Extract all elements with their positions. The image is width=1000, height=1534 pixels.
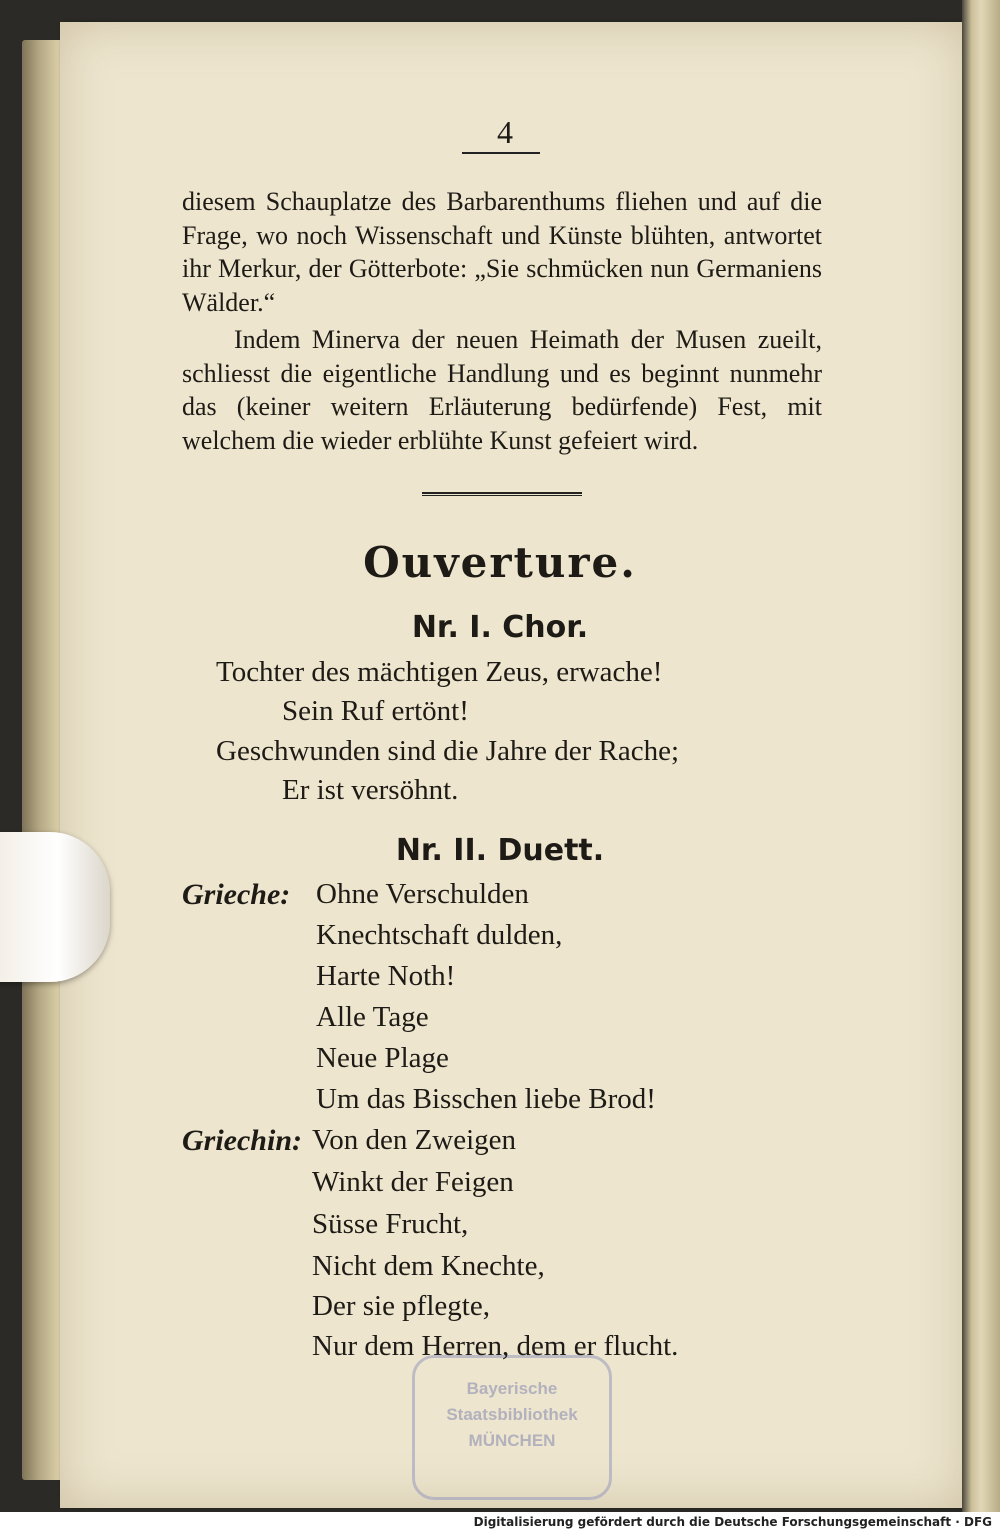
speaker-grieche: Grieche: [182,878,291,911]
section-heading-chor: Nr. I. Chor. [411,610,589,645]
griechin-line-4: Nicht dem Knechte, [312,1250,545,1282]
griechin-line-1: Von den Zweigen [312,1124,517,1156]
grieche-line-5: Neue Plage [316,1042,449,1074]
header-rule [462,152,540,154]
stamp-line-3: MÜNCHEN [468,1431,556,1450]
footer-credit: Digitalisierung gefördert durch die Deutsche Forschungsgemeinschaft · DFG [473,1515,992,1529]
prose-block [182,185,822,457]
library-stamp [412,1355,612,1500]
grieche-line-2: Knechtschaft dulden, [316,919,563,951]
griechin-line-3: Süsse Frucht, [312,1208,469,1240]
griechin-line-2: Winkt der Feigen [312,1166,514,1198]
paragraph-1: diesem Schauplatze des Barbarenthums fliehen und auf die Frage, wo noch Wissenschaft und Künste blühten, antwortet ihr Merkur, der Götterbote: „Sie schmücken nun Germaniens Wälder.“ [182,187,822,317]
bookmark-tab [0,832,110,982]
grieche-line-1: Ohne Verschulden [316,878,529,910]
chor-line-3: Geschwunden sind die Jahre der Rache; [216,735,680,767]
page-number: 4 [497,114,513,150]
stamp-line-1: Bayerische [466,1379,558,1398]
paragraph-2: Indem Minerva der neuen Heimath der Musen zueilt, schliesst die eigentliche Handlung und es beginnt nunmehr das (keiner weitern Erläuterung bedürfende) Fest, mit welchem die wieder erblühte Kunst gefeiert wird. [182,325,822,455]
digitization-footer [0,1512,1000,1534]
chor-line-4: Er ist versöhnt. [282,774,459,806]
overture-title: Ouverture. [363,538,637,587]
grieche-line-4: Alle Tage [316,1001,429,1033]
griechin-line-6: Nur dem Herren, dem er flucht. [312,1330,679,1362]
section-divider [422,492,582,496]
grieche-line-6: Um das Bisschen liebe Brod! [316,1083,656,1115]
section-heading-duett: Nr. II. Duett. [395,833,605,868]
stamp-line-2: Staatsbibliothek [446,1405,578,1424]
griechin-line-5: Der sie pflegte, [312,1290,490,1322]
speaker-griechin: Griechin: [182,1124,302,1157]
chor-line-2: Sein Ruf ertönt! [282,695,469,727]
chor-line-1: Tochter des mächtigen Zeus, erwache! [216,656,663,688]
grieche-line-3: Harte Noth! [316,960,456,992]
book-right-edge [962,0,1000,1534]
